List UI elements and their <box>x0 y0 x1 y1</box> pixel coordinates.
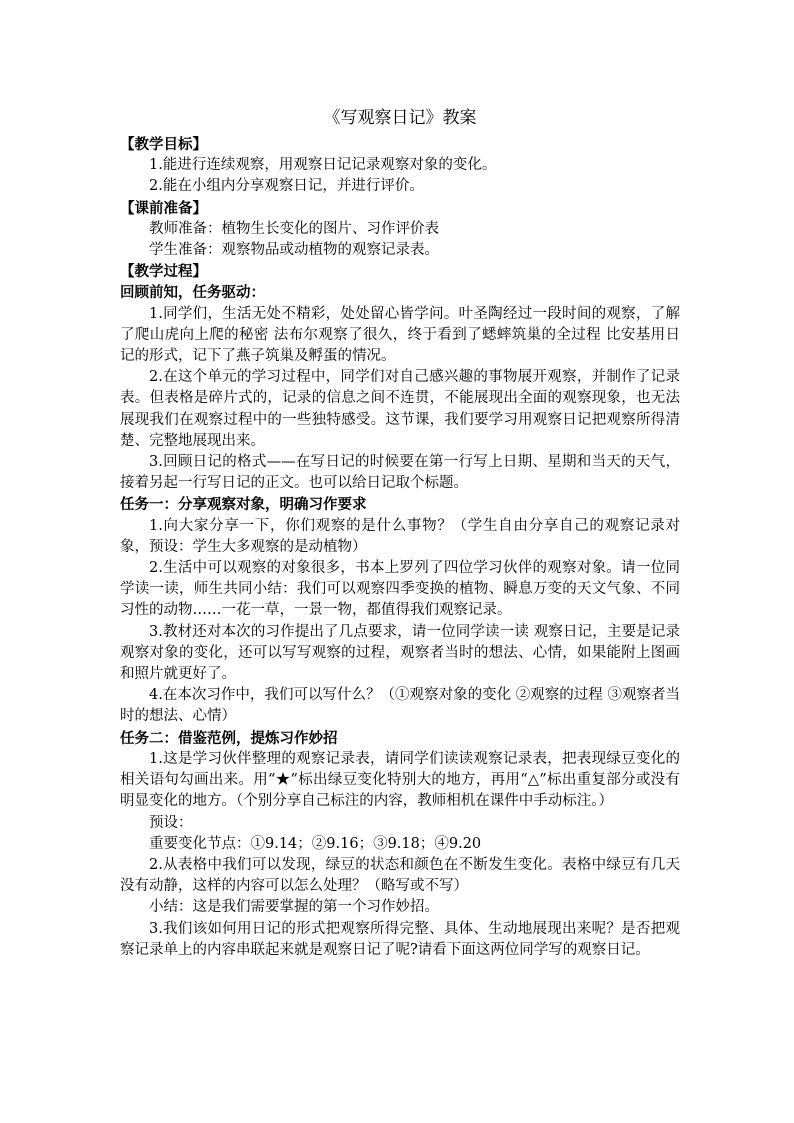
task1-paragraph-1: 1.向大家分享一下，你们观察的是什么事物？（学生自由分享自己的观察记录对象，预设：学生大多观察的是动植物） <box>120 517 680 555</box>
task1-paragraph-3: 3.教材还对本次的习作提出了几点要求，请一位同学读一读 观察日记，主要是记录观察对象的变化，还可以写写观察的过程，观察者当时的想法、心情，如果能附上图画和照片就更好了。 <box>120 623 680 683</box>
heading-task-1: 任务一：分享观察对象，明确习作要求 <box>120 496 367 514</box>
task2-change-nodes: 重要变化节点：①9.14；②9.16；③9.18；④9.20 <box>149 835 482 852</box>
prep-student: 学生准备：观察物品或动植物的观察记录表。 <box>149 242 439 259</box>
goal-item-1: 1.能进行连续观察，用观察日记记录观察对象的变化。 <box>149 157 497 174</box>
heading-review: 回顾前知，任务驱动： <box>120 284 265 302</box>
goal-item-2: 2.能在小组内分享观察日记，并进行评价。 <box>149 178 424 195</box>
task1-paragraph-4: 4.在本次习作中，我们可以写什么？（①观察对象的变化 ②观察的过程 ③观察者当时的想法、心情） <box>120 687 680 725</box>
review-paragraph-3: 3.回顾日记的格式——在写日记的时候要在第一行写上日期、星期和当天的天气，接着另起一行写日记的正文。也可以给日记取个标题。 <box>120 454 680 492</box>
heading-task-2: 任务二：借鉴范例，提炼习作妙招 <box>120 729 338 747</box>
review-paragraph-2: 2.在这个单元的学习过程中，同学们对自己感兴趣的事物展开观察，并制作了记录表。但表格是碎片式的，记录的信息之间不连贯，不能展现出全面的观察现象，也无法展现我们在观察过程中的一些独特感受。这节课，我们要学习用观察日记把观察所得清楚、完整地展现出来。 <box>120 369 680 449</box>
task2-summary: 小结：这是我们需要掌握的第一个习作妙招。 <box>149 899 439 916</box>
heading-teaching-process: 【教学过程】 <box>120 263 207 281</box>
task2-paragraph-1: 1.这是学习伙伴整理的观察记录表，请同学们读读观察记录表，把表现绿豆变化的相关语句勾画出来。用“★”标出绿豆变化特别大的地方，再用“△”标出重复部分或没有明显变化的地方。（个别分享自己标注的内容，教师相机在课件中手动标注。） <box>120 750 680 810</box>
task2-paragraph-2: 2.从表格中我们可以发现，绿豆的状态和颜色在不断发生变化。表格中绿豆有几天没有动静，这样的内容可以怎么处理？（略写或不写） <box>120 856 680 895</box>
task2-paragraph-3: 3.我们该如何用日记的形式把观察所得完整、具体、生动地展现出来呢？是否把观察记录单上的内容串联起来就是观察日记了呢?请看下面这两位同学写的观察日记。 <box>120 920 680 958</box>
task1-paragraph-2: 2.生活中可以观察的对象很多，书本上罗列了四位学习伙伴的观察对象。请一位同学读一读，师生共同小结：我们可以观察四季变换的植物、瞬息万变的天文气象、不同习性的动物……一花一草，一景一物，都值得我们观察记录。 <box>120 560 680 619</box>
document-page <box>120 106 680 961</box>
heading-preparation: 【课前准备】 <box>120 199 207 217</box>
review-paragraph-1: 1.同学们，生活无处不精彩，处处留心皆学问。叶圣陶经过一段时间的观察，了解了爬山虎向上爬的秘密 法布尔观察了很久，终于看到了蟋蟀筑巢的全过程 比安基用日记的形式，记下了燕子筑巢及孵蛋的情况。 <box>120 305 680 365</box>
task2-preset: 预设： <box>149 814 193 831</box>
document-title: 《写观察日记》教案 <box>323 108 477 128</box>
heading-teaching-goals: 【教学目标】 <box>120 136 207 153</box>
prep-teacher: 教师准备：植物生长变化的图片、习作评价表 <box>149 220 439 237</box>
